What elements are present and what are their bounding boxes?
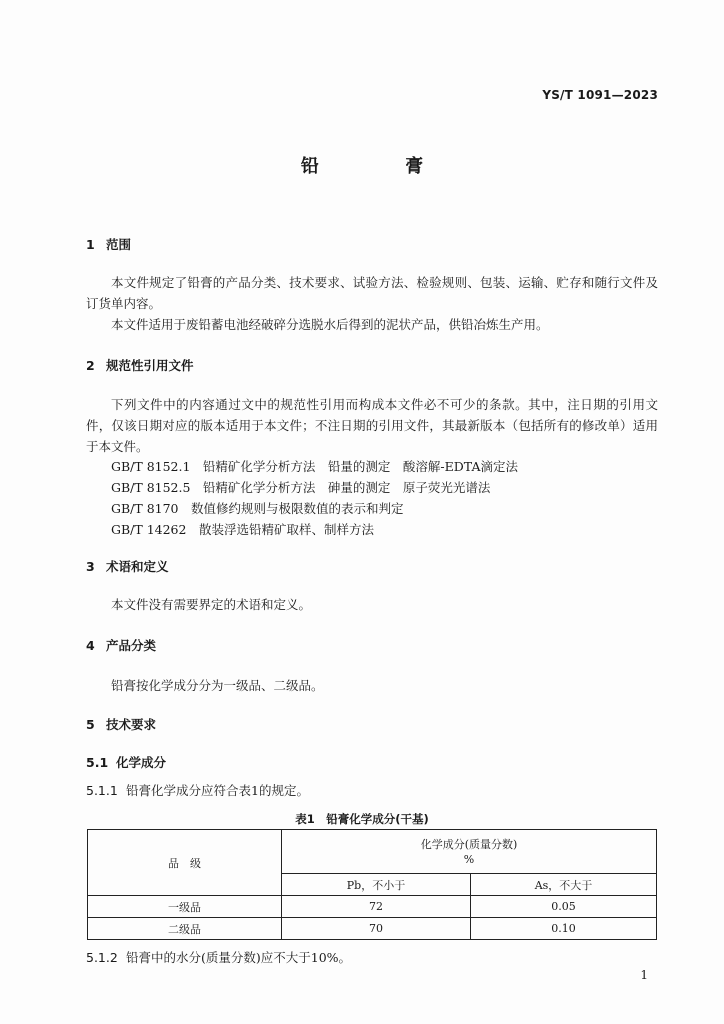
section-number: 3 (86, 559, 95, 574)
section-1-heading (86, 235, 131, 253)
scope-paragraph-2: 本文件适用于废铅蓄电池经破碎分选脱水后得到的泥状产品，供铅冶炼生产用。 (111, 317, 549, 332)
section-title: 范围 (106, 237, 132, 252)
section-number: 5.1 (86, 755, 109, 770)
section-title: 化学成分 (116, 755, 167, 770)
terms-paragraph: 本文件没有需要界定的术语和定义。 (111, 597, 312, 612)
table-row (88, 918, 657, 940)
clause-text: 铅膏中的水分(质量分数)应不大于10%。 (126, 950, 352, 965)
reference-item: GB/T 14262 散装浮选铅精矿取样、制样方法 (111, 522, 374, 537)
reference-item: GB/T 8152.5 铅精矿化学分析方法 砷量的测定 原子荧光光谱法 (111, 480, 491, 495)
section-3-heading (86, 557, 169, 575)
grade-header-cell (88, 830, 282, 896)
grade-cell: 二级品 (88, 918, 282, 940)
scope-paragraph-1: 本文件规定了铅膏的产品分类、技术要求、试验方法、检验规则、包装、运输、贮存和随行文件及订货单内容。 (86, 275, 658, 311)
references-intro-paragraph: 下列文件中的内容通过文中的规范性引用而构成本文件必不可少的条款。其中，注日期的引用文件，仅该日期对应的版本适用于本文件；不注日期的引用文件，其最新版本（包括所有的修改单）适用于本文件。 (86, 397, 658, 454)
section-5-1-heading (86, 753, 166, 771)
section-title: 规范性引用文件 (106, 358, 194, 373)
unit-label: % (463, 852, 475, 866)
page-number: 1 (640, 968, 648, 982)
reference-item: GB/T 8170 数值修约规则与极限数值的表示和判定 (111, 501, 404, 516)
table-row (88, 896, 657, 918)
classification-paragraph: 铅膏按化学成分分为一级品、二级品。 (111, 678, 324, 693)
section-number: 4 (86, 638, 95, 653)
composition-header-cell (282, 830, 657, 874)
composition-header: 化学成分(质量分数) (420, 837, 518, 851)
section-number: 5 (86, 717, 95, 732)
section-title: 术语和定义 (106, 559, 169, 574)
grade-cell: 一级品 (88, 896, 282, 918)
as-column-header: As，不大于 (471, 874, 657, 896)
section-2-heading (86, 356, 194, 374)
table-caption: 表1 铅膏化学成分(干基) (295, 812, 429, 826)
section-number: 1 (86, 237, 95, 252)
section-5-heading (86, 715, 156, 733)
section-title: 产品分类 (106, 638, 157, 653)
as-value-cell: 0.05 (471, 896, 657, 918)
standard-code: YS/T 1091—2023 (542, 88, 658, 102)
pb-column-header: Pb，不小于 (282, 874, 471, 896)
clause-text: 铅膏化学成分应符合表1的规定。 (126, 783, 309, 798)
grade-header: 品 级 (168, 856, 201, 870)
pb-value-cell: 70 (282, 918, 471, 940)
pb-value-cell: 72 (282, 896, 471, 918)
clause-5-1-2 (86, 948, 351, 966)
clause-number: 5.1.1 (86, 783, 118, 798)
clause-5-1-1 (86, 781, 309, 799)
clause-number: 5.1.2 (86, 950, 118, 965)
section-title: 技术要求 (106, 717, 157, 732)
section-number: 2 (86, 358, 95, 373)
section-4-heading (86, 636, 156, 654)
composition-table (87, 829, 657, 940)
document-title: 铅 膏 (300, 156, 464, 177)
reference-item: GB/T 8152.1 铅精矿化学分析方法 铅量的测定 酸溶解-EDTA滴定法 (111, 459, 518, 474)
as-value-cell: 0.10 (471, 918, 657, 940)
